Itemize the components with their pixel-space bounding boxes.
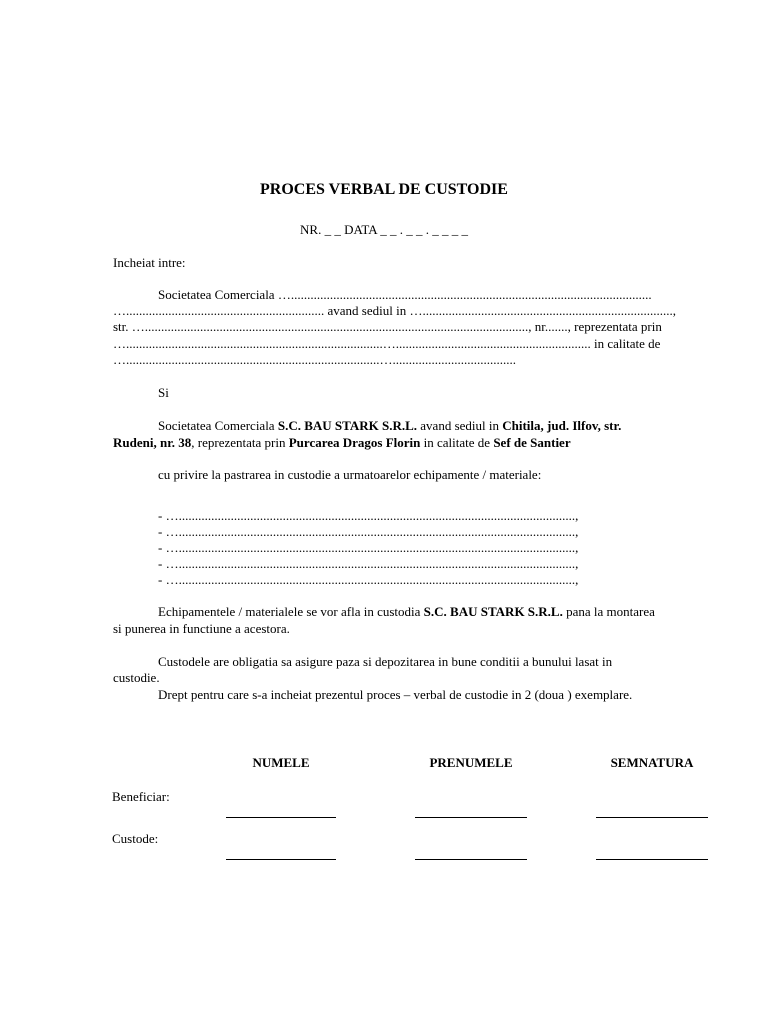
party2-role-text: in calitate de: [420, 435, 494, 450]
item-line: - …..........................................................................................................................,: [158, 508, 579, 523]
party2-address-a: Chitila, jud. Ilfov, str.: [502, 418, 622, 433]
row-label-custode: Custode:: [112, 831, 159, 846]
obligation-line2: custodie.: [113, 670, 160, 685]
signature-line: [226, 859, 336, 860]
and-word: Si: [158, 385, 169, 400]
party2-paragraph: [113, 417, 689, 451]
custody-company: S.C. BAU STARK S.R.L.: [423, 604, 563, 619]
party1-line1: Societatea Comerciala …...............................................................................................................: [158, 287, 652, 302]
item-line: - …..........................................................................................................................,: [158, 540, 579, 555]
header-prenumele: PRENUMELE: [429, 755, 513, 770]
number-date-line: NR. _ _ DATA _ _ . _ _ . _ _ _ _: [300, 222, 468, 237]
regarding-text: cu privire la pastrarea in custodie a urmatoarelor echipamente / materiale:: [158, 467, 542, 482]
item-line: - …..........................................................................................................................,: [158, 556, 579, 571]
signature-line: [226, 817, 336, 818]
header-numele: NUMELE: [252, 755, 310, 770]
custody-suffix: pana la montarea: [562, 604, 655, 619]
signature-line: [596, 859, 708, 860]
party1-line3: str. …......................................................................................................................, nr......., reprezentata prin: [113, 319, 662, 334]
item-line: - …..........................................................................................................................,: [158, 524, 579, 539]
party2-representative: Purcarea Dragos Florin: [288, 435, 421, 450]
party2-prefix: Societatea Comerciala: [158, 418, 278, 433]
item-line: - …..........................................................................................................................,: [158, 572, 579, 587]
document-title: PROCES VERBAL DE CUSTODIE: [260, 181, 508, 198]
party1-line4: …...............................................................................…............................................................ in calitate de: [113, 336, 661, 351]
party2-role: Sef de Santier: [493, 435, 571, 450]
party2-rep-text: , reprezentata prin: [191, 435, 289, 450]
custody-prefix: Echipamentele / materialele se vor afla in custodia: [158, 604, 424, 619]
signature-line: [415, 817, 527, 818]
signature-line: [596, 817, 708, 818]
party1-line5: …..............................................................................…......................................: [113, 352, 516, 367]
header-semnatura: SEMNATURA: [610, 755, 694, 770]
party1-line2: …............................................................. avand sediul in ….............................................................................,: [113, 303, 676, 318]
row-label-beneficiar: Beneficiar:: [112, 789, 170, 804]
custody-line1: [158, 604, 655, 620]
intro-text: Incheiat intre:: [113, 255, 186, 270]
custody-line2: si punerea in functiune a acestora.: [113, 621, 290, 636]
obligation-line1: Custodele are obligatia sa asigure paza si depozitarea in bune conditii a bunului lasat in: [158, 654, 613, 669]
obligation-line3: Drept pentru care s-a incheiat prezentul proces – verbal de custodie in 2 (doua ) exemplare.: [158, 687, 633, 702]
party2-seat-text: avand sediul in: [417, 418, 503, 433]
party2-address-b: Rudeni, nr. 38: [113, 435, 192, 450]
party2-company: S.C. BAU STARK S.R.L.: [277, 418, 418, 433]
signature-line: [415, 859, 527, 860]
